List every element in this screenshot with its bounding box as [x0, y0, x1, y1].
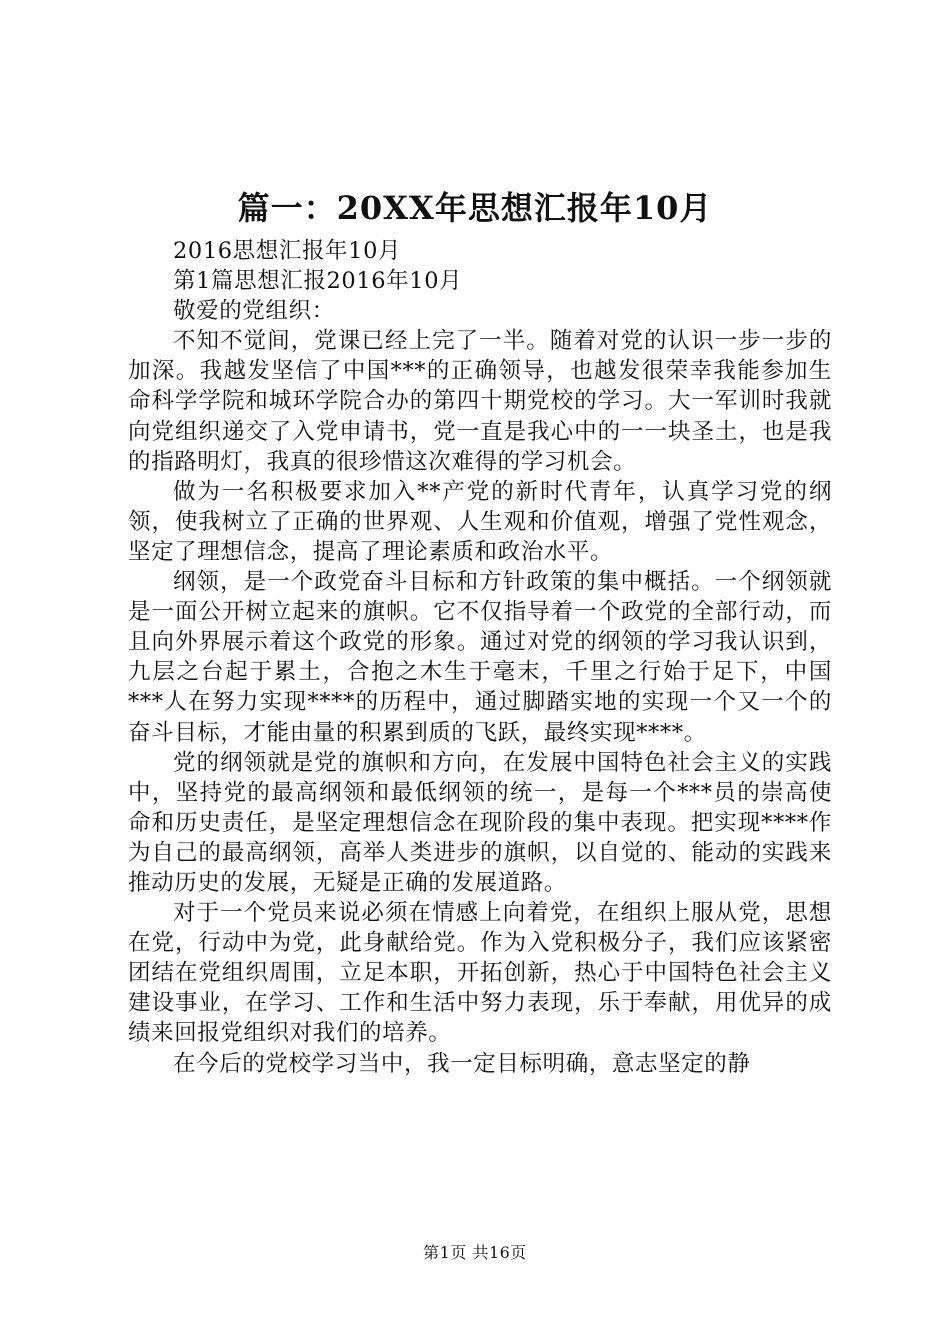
- paragraph: 做为一名积极要求加入**产党的新时代青年，认真学习党的纲领，使我树立了正确的世界观、人生观和价值观，增强了党性观念，坚定了理想信念，提高了理论素质和政治水平。: [128, 478, 832, 565]
- paragraph: 纲领，是一个政党奋斗目标和方针政策的集中概括。一个纲领就是一面公开树立起来的旗帜。它不仅指导着一个政党的全部行动，而且向外界展示着这个政党的形象。通过对党的纲领的学习我认识到，九层之台起于累土，合抱之木生于毫末，千里之行始于足下，中国***人在努力实现****的历程中，通过脚踏实地的实现一个又一个的奋斗目标，才能由量的积累到质的飞跃，最终实现****。: [128, 569, 832, 746]
- salutation: 敬爱的党组织：: [173, 298, 335, 325]
- document-body: [128, 236, 832, 1079]
- paragraph: 对于一个党员来说必须在情感上向着党，在组织上服从党，思想在党，行动中为党，此身献给党。作为入党积极分子，我们应该紧密团结在党组织周围，立足本职，开拓创新，热心于中国特色社会主义建设事业，在学习、工作和生活中努力表现，乐于奉献，用优异的成绩来回报党组织对我们的培养。: [128, 900, 832, 1047]
- document-title: 篇一：20XX年思想汇报年10月: [237, 189, 713, 227]
- paragraph: 党的纲领就是党的旗帜和方向，在发展中国特色社会主义的实践中，坚持党的最高纲领和最低纲领的统一，是每一个***员的崇高使命和历史责任，是坚定理想信念在现阶段的集中表现。把实现****作为自己的最高纲领，高举人类进步的旗帜，以自觉的、能动的实践来推动历史的发展，无疑是正确的发展道路。: [128, 749, 832, 896]
- paragraph: 第1篇思想汇报2016年10月: [173, 268, 463, 295]
- page-number: 第1页 共16页: [423, 1243, 527, 1262]
- paragraph: 在今后的党校学习当中，我一定目标明确，意志坚定的静: [173, 1050, 751, 1077]
- paragraph: 不知不觉间，党课已经上完了一半。随着对党的认识一步一步的加深。我越发坚信了中国***的正确领导，也越发很荣幸我能参加生命科学学院和城环学院合办的第四十期党校的学习。大一军训时我就向党组织递交了入党申请书，党一直是我心中的一一块圣土，也是我的指路明灯，我真的很珍惜这次难得的学习机会。: [128, 328, 832, 475]
- paragraph: 2016思想汇报年10月: [173, 238, 402, 264]
